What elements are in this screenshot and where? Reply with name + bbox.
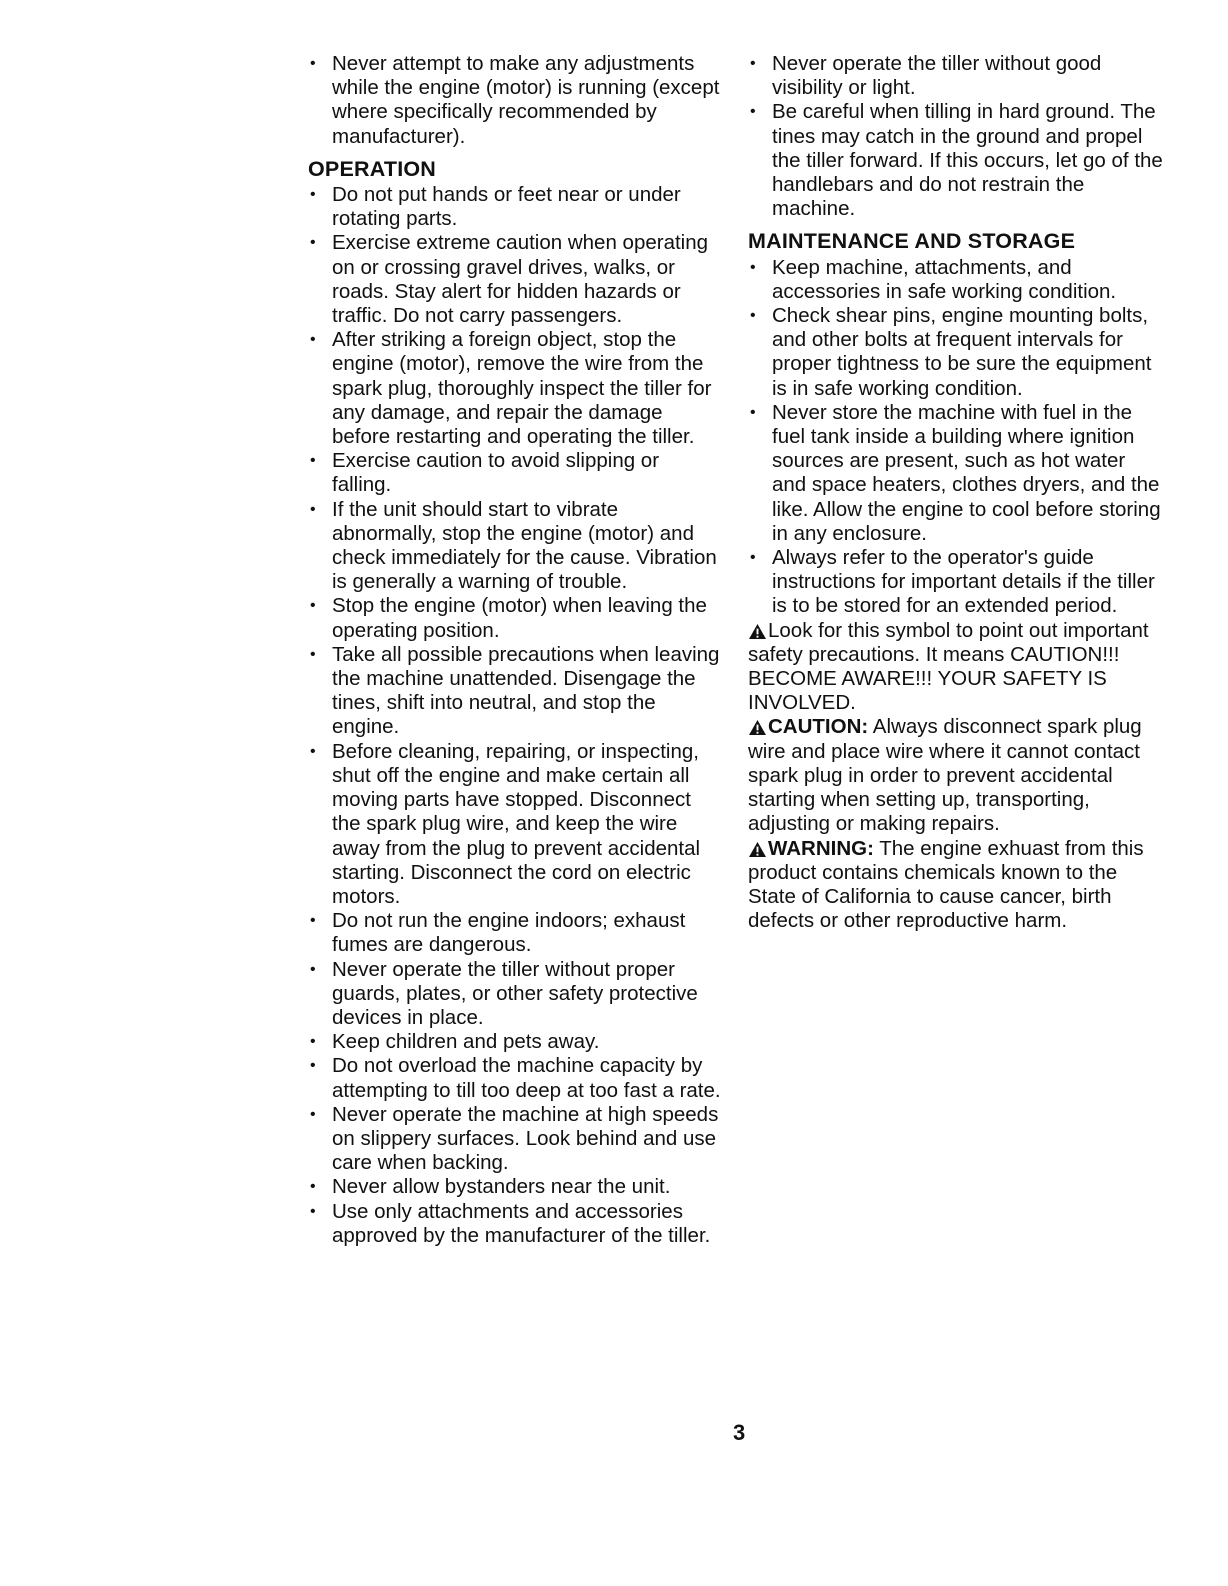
bullet-icon: • [310, 1202, 316, 1220]
list-item: • Take all possible precautions when leaving the machine unattended. Disengage the tines, shift into neutral, and stop the engine. [310, 642, 720, 739]
caution-note: CAUTION: Always disconnect spark plug wire and place wire where it cannot contact spark plug in order to prevent accidental starting when setting up, transporting, adjusting or making repairs. [748, 715, 1142, 836]
list-item: • Never operate the tiller without good visibility or light. [750, 52, 1102, 100]
list-item: • Always refer to the operator's guide instructions for important details if the tiller is to be stored for an extended period. [750, 546, 1155, 618]
page-number: 3 [733, 1420, 746, 1445]
bullet-icon: • [750, 258, 756, 276]
bullet-icon: • [750, 549, 756, 567]
list-item: • Never attempt to make any adjustments while the engine (motor) is running (except where specifically recommended by manufacturer). [310, 52, 720, 148]
bullet-icon: • [750, 403, 756, 421]
list-item: • Never operate the tiller without proper guards, plates, or other safety protective devices in place. [310, 957, 698, 1029]
left-column [308, 52, 722, 1248]
symbol-note: Look for this symbol to point out important safety precautions. It means CAUTION!!! BECOME AWARE!!! YOUR SAFETY IS INVOLVED. [748, 618, 1149, 715]
warning-triangle-icon [748, 841, 767, 858]
bullet-icon: • [750, 103, 756, 121]
bullet-icon: • [310, 1057, 316, 1075]
bullet-icon: • [310, 645, 316, 663]
bullet-icon: • [310, 55, 316, 72]
list-item: • Before cleaning, repairing, or inspecting, shut off the engine and make certain all moving parts have stopped. Disconnect the spark plug wire, and keep the wire away from the plug to prevent accidental starting. Disconnect the cord on electric motors. [310, 739, 701, 908]
list-item: • Never store the machine with fuel in the fuel tank inside a building where ignition sources are present, such as hot water and space heaters, clothes dryers, and the like. Allow the engine to cool before storing in any enclosure. [750, 400, 1161, 545]
caution-label: CAUTION: [768, 715, 869, 739]
list-item: • After striking a foreign object, stop the engine (motor), remove the wire from the spark plug, thoroughly inspect the tiller for any damage, and repair the damage before restarting and operating the tiller. [310, 328, 712, 449]
bullet-icon: • [310, 597, 316, 615]
list-item: • Do not overload the machine capacity by attempting to till too deep at too fast a rate. [310, 1054, 721, 1102]
right-column [748, 52, 1164, 933]
bullet-icon: • [310, 1105, 316, 1123]
warning-triangle-icon [748, 623, 767, 640]
bullet-icon: • [310, 186, 316, 204]
operation-heading: OPERATION [308, 156, 437, 181]
list-item: • Do not run the engine indoors; exhaust fumes are dangerous. [310, 909, 686, 957]
list-item: • Do not put hands or feet near or under rotating parts. [310, 183, 681, 231]
bullet-icon: • [750, 307, 756, 325]
list-item: • Use only attachments and accessories approved by the manufacturer of the tiller. [310, 1199, 711, 1247]
operation-list [308, 183, 722, 1248]
bullet-icon: • [750, 55, 756, 72]
intro-list-right [748, 52, 1164, 221]
bullet-icon: • [310, 452, 316, 470]
list-item: • Never allow bystanders near the unit. [310, 1175, 671, 1199]
list-item: • If the unit should start to vibrate abnormally, stop the engine (motor) and check immediately for the cause. Vibration is generally a warning of trouble. [310, 497, 717, 594]
list-item: • Exercise caution to avoid slipping or falling. [310, 449, 660, 497]
maintenance-list [748, 256, 1164, 619]
warning-note: WARNING: The engine exhuast from this product contains chemicals known to the State of California to cause cancer, birth defects or other reproductive harm. [748, 836, 1144, 933]
bullet-icon: • [310, 1033, 316, 1051]
warning-triangle-icon [748, 719, 767, 736]
bullet-icon: • [310, 912, 316, 930]
bullet-icon: • [310, 234, 316, 252]
bullet-icon: • [310, 742, 316, 760]
list-item: • Be careful when tilling in hard ground. The tines may catch in the ground and propel the tiller forward. If this occurs, let go of the handlebars and do not restrain the machine. [750, 100, 1163, 221]
list-item: • Never operate the machine at high speeds on slippery surfaces. Look behind and use care when backing. [310, 1102, 719, 1175]
warning-label: WARNING: [768, 836, 874, 860]
bullet-icon: • [310, 331, 316, 349]
list-item: • Stop the engine (motor) when leaving the operating position. [310, 594, 707, 642]
maintenance-heading: MAINTENANCE AND STORAGE [748, 229, 1076, 254]
intro-list-left [308, 52, 722, 149]
list-item: • Keep children and pets away. [310, 1030, 600, 1054]
bullet-icon: • [310, 960, 316, 978]
list-item: • Exercise extreme caution when operating on or crossing gravel drives, walks, or roads. Stay alert for hidden hazards or traffic. Do not carry passengers. [310, 231, 709, 328]
list-item: • Keep machine, attachments, and accessories in safe working condition. [750, 255, 1117, 303]
list-item: • Check shear pins, engine mounting bolts, and other bolts at frequent intervals for proper tightness to be sure the equipment is in safe working condition. [750, 304, 1152, 400]
bullet-icon: • [310, 500, 316, 518]
bullet-icon: • [310, 1178, 316, 1196]
